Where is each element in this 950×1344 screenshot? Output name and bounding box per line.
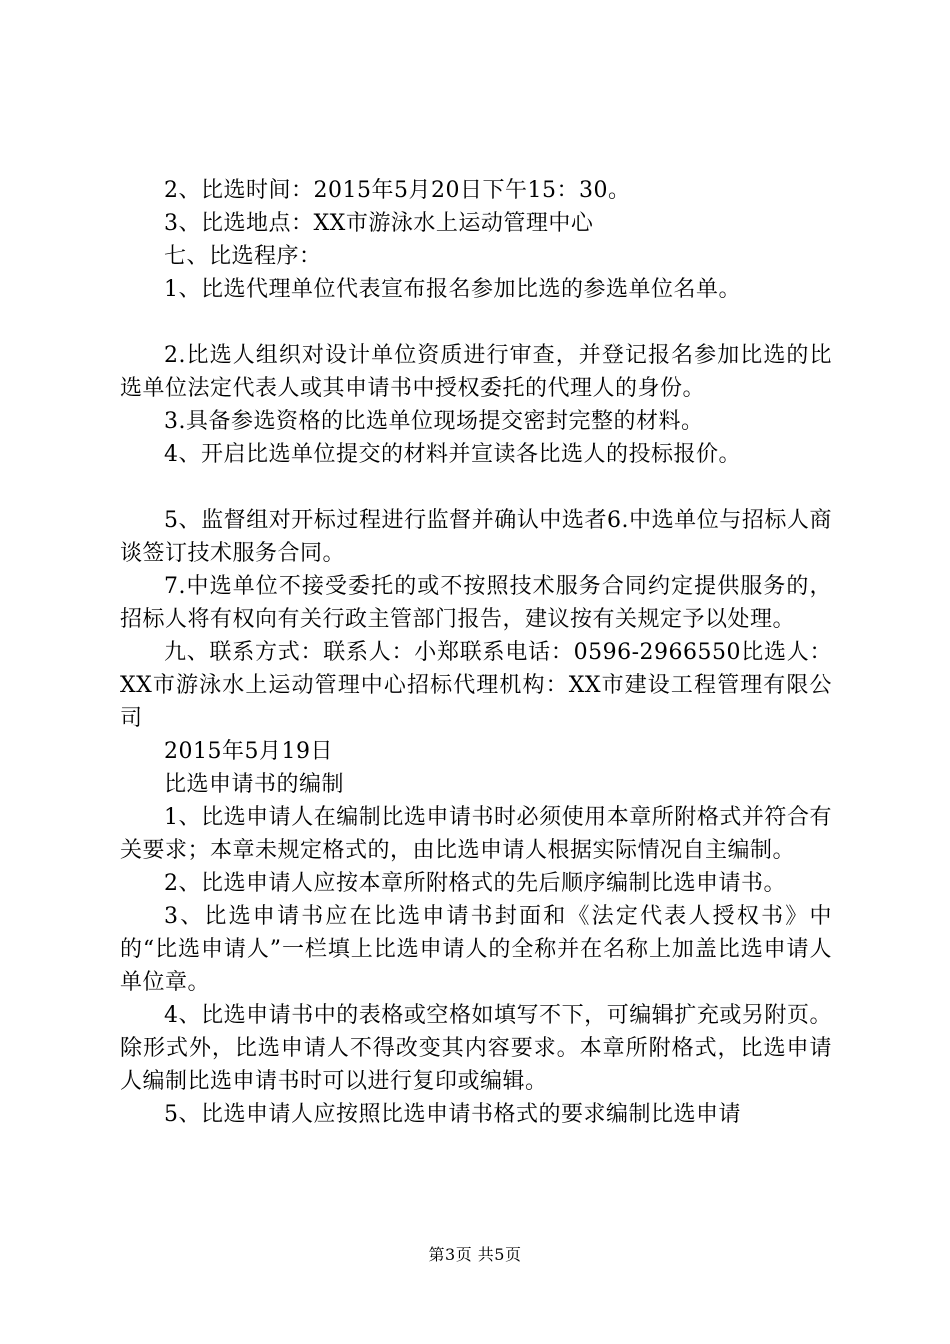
page-footer [0,1245,950,1265]
paragraph: 1、比选申请人在编制比选申请书时必须使用本章所附格式并符合有关要求；本章未规定格式的，由比选申请人根据实际情况自主编制。 [120,805,832,863]
paragraph: 比选申请书的编制 [164,772,345,797]
paragraph: 4、开启比选单位提交的材料并宣读各比选人的投标报价。 [164,442,741,467]
paragraph: 3、比选申请书应在比选申请书封面和《法定代表人授权书》中的“比选申请人”一栏填上比选申请人的全称并在名称上加盖比选申请人单位章。 [120,904,832,995]
paragraph: 5、监督组对开标过程进行监督并确认中选者6.中选单位与招标人商谈签订技术服务合同。 [120,508,832,566]
paragraph: 七、比选程序： [164,244,322,269]
paragraph: 2、比选申请人应按本章所附格式的先后顺序编制比选申请书。 [164,871,786,896]
paragraph: 2015年5月19日 [164,739,333,764]
paragraph: 7.中选单位不接受委托的或不按照技术服务合同约定提供服务的，招标人将有权向有关行政主管部门报告，建议按有关规定予以处理。 [120,574,832,632]
page-number-label: 第3页 共5页 [428,1245,522,1264]
paragraph: 3.具备参选资格的比选单位现场提交密封完整的材料。 [164,409,704,434]
paragraph: 2、比选时间：2015年5月20日下午15：30。 [164,178,631,203]
paragraph: 2.比选人组织对设计单位资质进行审查，并登记报名参加比选的比选单位法定代表人或其申请书中授权委托的代理人的身份。 [120,343,832,401]
document-body [120,174,832,1131]
paragraph: 九、联系方式：联系人：小郑联系电话：0596-2966550比选人：XX市游泳水上运动管理中心招标代理机构：XX市建设工程管理有限公司 [120,640,832,731]
paragraph: 3、比选地点：XX市游泳水上运动管理中心 [164,211,594,236]
paragraph: 4、比选申请书中的表格或空格如填写不下，可编辑扩充或另附页。除形式外，比选申请人不得改变其内容要求。本章所附格式，比选申请人编制比选申请书时可以进行复印或编辑。 [120,1003,832,1094]
paragraph: 1、比选代理单位代表宣布报名参加比选的参选单位名单。 [164,277,741,302]
paragraph: 5、比选申请人应按照比选申请书格式的要求编制比选申请 [164,1102,741,1127]
